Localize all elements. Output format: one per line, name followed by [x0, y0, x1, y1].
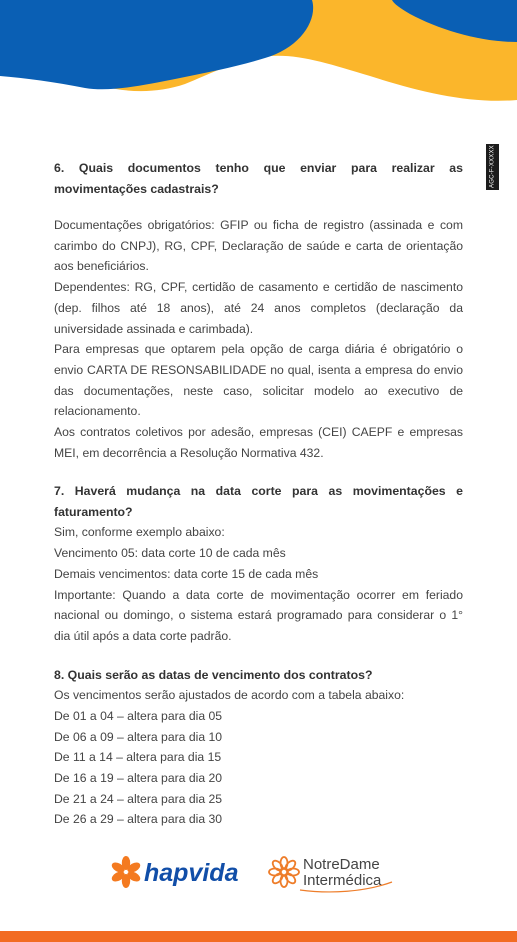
header-wave-art: [0, 0, 517, 130]
answer-8-intro: Os vencimentos serão ajustados de acordo com a tabela abaixo:: [54, 688, 405, 703]
notredame-logo-line1: NotreDame: [303, 856, 380, 873]
answer-6-p3: Para empresas que optarem pela opção de carga diária é obrigatório o envio CARTA DE RESONSABILIDADE no qual, isenta a empresa do envio das documentações, neste caso, solicitar modelo ao executivo de relacionamento.: [54, 342, 463, 419]
faq-section-8: [54, 665, 463, 830]
question-8-title: 8. Quais serão as datas de vencimento dos contratos?: [54, 667, 373, 682]
answer-6-p1: Documentações obrigatórios: GFIP ou ficha de registro (assinada e com carimbo do CNPJ), RG, CPF, Declaração de saúde e carta de orientação aos beneficiários.: [54, 218, 463, 274]
notredame-logo-line2: Intermédica: [303, 872, 382, 889]
answer-6-p4: Aos contratos coletivos por adesão, empresas (CEI) CAEPF e empresas MEI, em decorrência a Resolução Normativa 432.: [54, 425, 463, 460]
answer-7-line3: Demais vencimentos: data corte 15 de cada mês: [54, 566, 319, 581]
due-date-rule: De 16 a 19 – altera para dia 20: [54, 770, 223, 785]
bottom-color-bar: [0, 931, 517, 942]
due-date-rule: De 21 a 24 – altera para dia 25: [54, 791, 223, 806]
faq-section-6: [54, 158, 463, 463]
answer-7-line1: Sim, conforme exemplo abaixo:: [54, 525, 225, 540]
document-code-tag: AGC-F-XXXXX: [486, 144, 499, 190]
question-7-title: 7. Haverá mudança na data corte para as movimentações e faturamento?: [54, 484, 463, 519]
due-date-rule: De 06 a 09 – altera para dia 10: [54, 729, 223, 744]
hapvida-logo: hapvida: [144, 859, 239, 887]
blue-wave-left: [0, 0, 313, 89]
answer-6-p2: Dependentes: RG, CPF, certidão de casamento e certidão de nascimento (dep. filhos até 18 anos), até 24 anos completos (declaração da universidade assinada e carimbada).: [54, 280, 463, 336]
due-date-rule: De 01 a 04 – altera para dia 05: [54, 708, 223, 723]
hapvida-flower-icon: [110, 856, 142, 888]
footer-logos: [0, 848, 517, 898]
due-date-rule: De 26 a 29 – altera para dia 30: [54, 812, 223, 827]
answer-7-line2: Vencimento 05: data corte 10 de cada mês: [54, 546, 286, 561]
answer-7-important: Importante: Quando a data corte de movimentação ocorrer em feriado nacional ou domingo, o sistema estará programado para considerar o 1° dia útil após a data corte padrão.: [54, 587, 463, 643]
due-date-rule: De 11 a 14 – altera para dia 15: [54, 750, 222, 765]
notredame-flower-icon: [269, 857, 299, 887]
faq-section-7: [54, 481, 463, 646]
question-6-title: 6. Quais documentos tenho que enviar para realizar as movimentações cadastrais?: [54, 161, 463, 196]
faq-content: [54, 158, 463, 848]
